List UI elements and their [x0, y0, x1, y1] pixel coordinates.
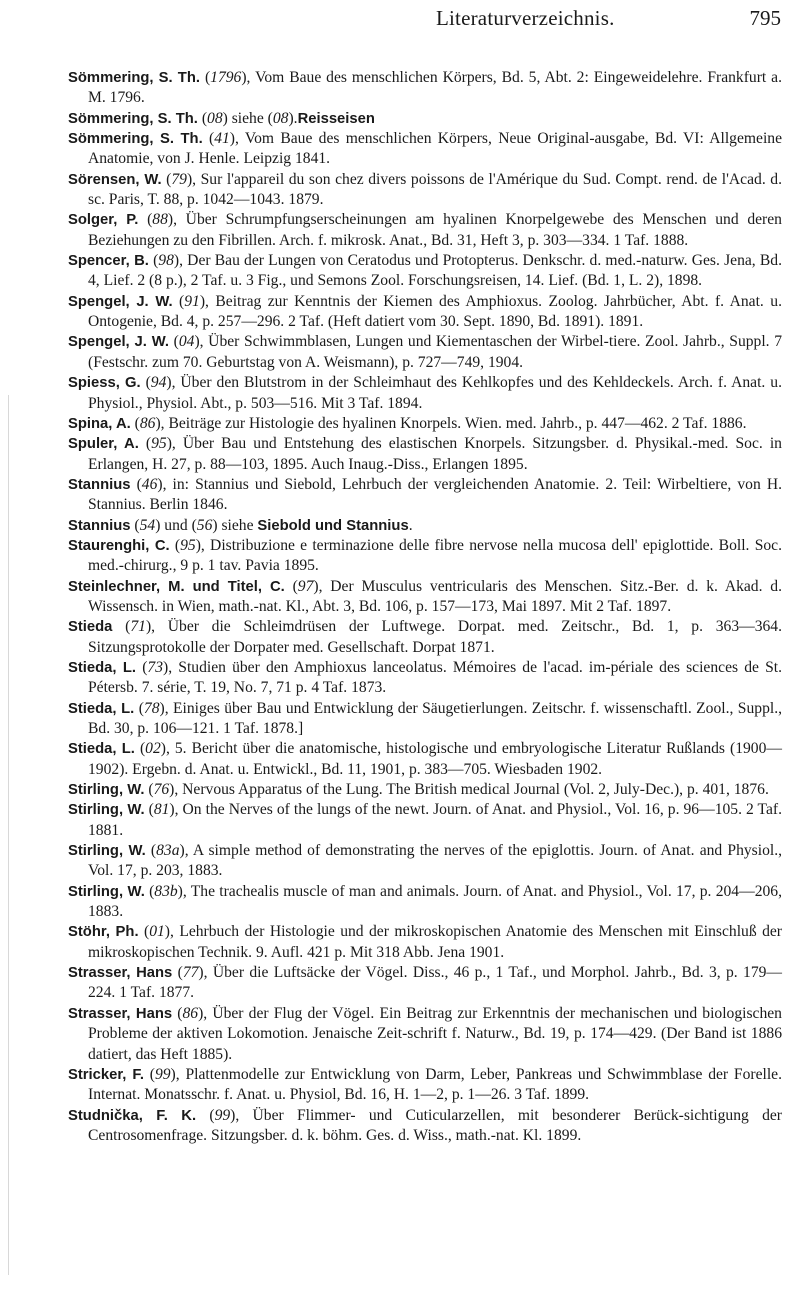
reference-crossref: Siebold und Stannius: [257, 517, 409, 534]
reference-author: Stannius: [68, 476, 131, 493]
reference-year: 83b: [154, 882, 178, 900]
reference-author: Sörensen, W.: [68, 171, 162, 188]
reference-text: .: [408, 516, 413, 534]
reference-author: Staurenghi, C.: [68, 537, 170, 554]
page-number: 795: [749, 6, 781, 30]
reference-year: 56: [196, 516, 213, 534]
reference-entry: Stirling, W. (83a), A simple method of demonstrating the nerves of the epiglottis. Journ. of Anat. and Physiol., Vol. 17, p. 203, 1883.: [68, 842, 782, 880]
reference-entry: Stöhr, Ph. (01), Lehrbuch der Histologie und der mikroskopischen Anatomie des Menschen mit Einschluß der mikroskopischen Technik. 9. Aufl. 421 p. Mit 318 Abb. Jena 1901.: [68, 923, 782, 961]
reference-year: 95: [151, 435, 167, 453]
reference-year: 04: [178, 333, 195, 351]
reference-entry: Strasser, Hans (77), Über die Luftsäcke der Vögel. Diss., 46 p., 1 Taf., und Morphol. Jahrb., Bd. 3, p. 179—224. 1 Taf. 1877.: [68, 964, 783, 1002]
reference-text: , Nervous Apparatus of the Lung. The British medical Journal (Vol. 2, July-Dec.), p. 401, 1876.: [174, 781, 769, 799]
reference-entry: Sömmering, S. Th. (08) siehe (08).Reisseisen: [68, 109, 375, 127]
reference-year: 41: [214, 130, 230, 148]
reference-author: Spencer, B.: [68, 253, 149, 270]
reference-author: Strasser, Hans: [68, 1005, 173, 1022]
reference-entry: Spengel, J. W. (04), Über Schwimmblasen, Lungen und Kiementaschen der Wirbel-tiere. Zool. Jahrb., Suppl. 7 (Festschr. zum 70. Geburtstag von A. Weismann), p. 727—749, 1904.: [68, 333, 782, 371]
reference-text: , Studien über den Amphioxus lanceolatus. Mémoires de l'acad. im-périale des sciences de St. Pétersb. 7. série, T. 19, No. 7, 71 p. 4 Taf. 1873.: [88, 658, 783, 697]
reference-entry: Spencer, B. (98), Der Bau der Lungen von Ceratodus und Protopterus. Denkschr. d. med.-naturw. Ges. Jena, Bd. 4, Lief. 2 (8 p.), 2 Taf. u. 3 Fig., und Semons Zool. Forschungsreisen, 14. Lief. (Bd. 1, L. 2), 1898.: [68, 252, 782, 290]
reference-entry: Stricker, F. (99), Plattenmodelle zur Entwicklung von Darm, Leber, Pankreas und Schwimmblase der Forelle. Internat. Monatsschr. f. Anat. u. Physiol, Bd. 16, H. 1—2, p. 1—26. 3 Taf. 1899.: [68, 1065, 782, 1104]
reference-author: Spuler, A.: [68, 436, 139, 453]
reference-author: Steinlechner, M. und Titel, C.: [68, 578, 285, 595]
reference-year: 01: [149, 923, 165, 941]
reference-author: Stirling, W.: [68, 782, 145, 799]
reference-entry: Strasser, Hans (86), Über der Flug der Vögel. Ein Beitrag zur Erkenntnis der mechanischen und biologischen Probleme der aktiven Lokomotion. Jenaische Zeit-schrift f. Naturw., Bd. 19, p. 174—429. (Der Band ist 1886 datiert, das Heft 1885).: [68, 1004, 782, 1063]
reference-author: Studnička, F. K.: [68, 1107, 197, 1124]
reference-text: , Einiges über Bau und Entwicklung der Säugetierlungen. Zeitschr. f. wissenschaftl. Zool., Suppl., Bd. 30, p. 106—121. 1 Taf. 1878.]: [88, 699, 782, 737]
reference-entry: Staurenghi, C. (95), Distribuzione e terminazione delle fibre nervose nella mucosa dell' epiglottide. Boll. Soc. med.-chirurg., 9 p. 1 tav. Pavia 1895.: [68, 536, 782, 575]
reference-year: 83a: [156, 842, 180, 860]
reference-text: , Über Schrumpfungserscheinungen am hyalinen Knorpelgewebe des Menschen und deren Beziehungen zu den Fibrillen. Arch. f. mikrosk. Anat., Bd. 31, Heft 3, p. 303—334. 1 Taf. 1888.: [88, 211, 782, 249]
reference-text: , The trachealis muscle of man and animals. Journ. of Anat. and Physiol., Vol. 17, p. 204—206, 1883.: [88, 882, 782, 921]
reference-year: 81: [153, 801, 170, 819]
reference-entry: Sömmering, S. Th. (1796), Vom Baue des menschlichen Körpers, Bd. 5, Abt. 2: Eingeweidelehre. Frankfurt a. M. 1796.: [68, 69, 783, 107]
reference-entry: Stieda, L. (73), Studien über den Amphioxus lanceolatus. Mémoires de l'acad. im-périale des sciences de St. Pétersb. 7. série, T. 19, No. 7, 71 p. 4 Taf. 1873.: [68, 658, 783, 697]
reference-entry: Stirling, W. (83b), The trachealis muscle of man and animals. Journ. of Anat. and Physiol., Vol. 17, p. 204—206, 1883.: [68, 882, 782, 921]
reference-author: Strasser, Hans: [68, 965, 173, 982]
reference-year: 91: [184, 292, 200, 310]
reference-text: , Beiträge zur Histologie des hyalinen Knorpels. Wien. med. Jahrb., p. 447—462. 2 Taf. 1886.: [160, 414, 747, 432]
reference-author: Spiess, G.: [68, 375, 141, 392]
reference-year: 79: [171, 170, 187, 188]
reference-text: , Über die Luftsäcke der Vögel. Diss., 46 p., 1 Taf., und Morphol. Jahrb., Bd. 3, p. 179—224. 1 Taf. 1877.: [88, 964, 783, 1002]
reference-year: 54: [139, 516, 156, 534]
running-title: Literaturverzeichnis.: [436, 6, 615, 30]
reference-year: 1796: [210, 69, 242, 86]
reference-text: , Vom Baue des menschlichen Körpers, Bd. 5, Abt. 2: Eingeweidelehre. Frankfurt a. M. 1796.: [88, 69, 783, 107]
reference-text: , Vom Baue des menschlichen Körpers, Neue Original-ausgabe, Bd. VI: Allgemeine Anatomie, von J. Henle. Leipzig 1841.: [88, 130, 783, 168]
reference-year: 86: [182, 1004, 199, 1022]
reference-text: , Der Bau der Lungen von Ceratodus und Protopterus. Denkschr. d. med.-naturw. Ges. Jena, Bd. 4, Lief. 2 (8 p.), 2 Taf. u. 3 Fig., und Semons Zool. Forschungsreisen, 14. Lief. (Bd. 1, L. 2), 1898.: [88, 252, 782, 290]
reference-text: siehe: [217, 516, 258, 534]
reference-entry: Stieda (71), Über die Schleimdrüsen der Luftwege. Dorpat. med. Zeitschr., Bd. 1, p. 363—364. Sitzungsprotokolle der Dorpater med. Gesellschaft. Dorpat 1871.: [68, 618, 782, 656]
reference-author: Spina, A.: [68, 415, 131, 432]
reference-author: Sömmering, S. Th.: [68, 70, 200, 86]
reference-author: Stricker, F.: [68, 1066, 144, 1083]
reference-text: , Plattenmodelle zur Entwicklung von Darm, Leber, Pankreas und Schwimmblase der Forelle. Internat. Monatsschr. f. Anat. u. Physiol, Bd. 16, H. 1—2, p. 1—26. 3 Taf. 1899.: [88, 1065, 782, 1104]
reference-year: 97: [297, 577, 314, 595]
reference-year: 86: [139, 414, 156, 432]
reference-text: , Über Bau und Entstehung des elastischen Knorpels. Sitzungsber. d. Physikal.-med. Soc. in Erlangen, H. 27, p. 88—103, 1895. Auch Inaug.-Diss., Erlangen 1895.: [88, 435, 782, 473]
reference-author: Spengel, J. W.: [68, 293, 173, 310]
reference-year: 76: [153, 781, 170, 799]
reference-entry: Sörensen, W. (79), Sur l'appareil du son chez divers poissons de l'Amérique du Sud. Compt. rend. de l'Acad. d. sc. Paris, T. 88, p. 1042—1043. 1879.: [68, 170, 782, 209]
reference-text: , Der Musculus ventricularis des Menschen. Sitz.-Ber. d. k. Akad. d. Wissensch. in Wien, math.-nat. Kl., Abt. 3, Bd. 106, p. 157—173, Mai 1897. Mit 2 Taf. 1897.: [88, 577, 782, 615]
reference-entry: Steinlechner, M. und Titel, C. (97), Der Musculus ventricularis des Menschen. Sitz.-Ber. d. k. Akad. d. Wissensch. in Wien, math.-nat. Kl., Abt. 3, Bd. 106, p. 157—173, Mai 1897. Mit 2 Taf. 1897.: [68, 577, 782, 615]
reference-list: [68, 68, 782, 1146]
reference-entry: Stirling, W. (81), On the Nerves of the lungs of the newt. Journ. of Anat. and Physiol., Vol. 16, p. 96—105. 2 Taf. 1881.: [68, 801, 782, 839]
reference-entry: Solger, P. (88), Über Schrumpfungserscheinungen am hyalinen Knorpelgewebe des Menschen und deren Beziehungen zu den Fibrillen. Arch. f. mikrosk. Anat., Bd. 31, Heft 3, p. 303—334. 1 Taf. 1888.: [68, 211, 782, 249]
reference-year: 46: [141, 475, 158, 493]
reference-text: , Über der Flug der Vögel. Ein Beitrag zur Erkenntnis der mechanischen und biologischen Probleme der aktiven Lokomotion. Jenaische Zeit-schrift f. Naturw., Bd. 19, p. 174—429. (Der Band ist 1886 datiert, das Heft 1885).: [88, 1004, 782, 1063]
reference-text: siehe: [227, 109, 268, 127]
reference-year: 02: [145, 740, 161, 758]
reference-entry: Stieda, L. (02), 5. Bericht über die anatomische, histologische und embryologische Literatur Rußlands (1900—1902). Ergebn. d. Anat. u. Entwickl., Bd. 11, 1901, p. 383—705. Wiesbaden 1902.: [68, 740, 782, 778]
reference-text: , Sur l'appareil du son chez divers poissons de l'Amérique du Sud. Compt. rend. de l'Acad. d. sc. Paris, T. 88, p. 1042—1043. 1879.: [88, 170, 782, 209]
reference-author: Stirling, W.: [68, 802, 145, 819]
reference-author: Stieda, L.: [68, 659, 137, 676]
reference-text: , Über den Blutstrom in der Schleimhaut des Kehlkopfes und des Kehldeckels. Arch. f. Anat. u. Physiol., Physiol. Abt., p. 503—516. Mit 3 Taf. 1894.: [88, 374, 782, 412]
reference-entry: Stirling, W. (76), Nervous Apparatus of the Lung. The British medical Journal (Vol. 2, July-Dec.), p. 401, 1876.: [68, 781, 769, 799]
reference-year: 98: [158, 252, 174, 270]
reference-entry: Spuler, A. (95), Über Bau und Entstehung des elastischen Knorpels. Sitzungsber. d. Physikal.-med. Soc. in Erlangen, H. 27, p. 88—103, 1895. Auch Inaug.-Diss., Erlangen 1895.: [68, 435, 782, 473]
reference-year: 99: [214, 1106, 231, 1124]
reference-author: Solger, P.: [68, 212, 139, 229]
reference-year: 08: [272, 109, 289, 127]
reference-entry: Stieda, L. (78), Einiges über Bau und Entwicklung der Säugetierlungen. Zeitschr. f. wissenschaftl. Zool., Suppl., Bd. 30, p. 106—121. 1 Taf. 1878.]: [68, 699, 782, 737]
reference-entry: Stannius (46), in: Stannius und Siebold, Lehrbuch der vergleichenden Anatomie. 2. Teil: Wirbeltiere, von H. Stannius. Berlin 1846.: [68, 475, 782, 514]
scan-margin-line: [8, 395, 9, 1275]
reference-entry: Spiess, G. (94), Über den Blutstrom in der Schleimhaut des Kehlkopfes und des Kehldeckels. Arch. f. Anat. u. Physiol., Physiol. Abt., p. 503—516. Mit 3 Taf. 1894.: [68, 374, 782, 412]
reference-entry: Stannius (54) und (56) siehe Siebold und Stannius.: [68, 516, 413, 534]
reference-text: , Distribuzione e terminazione delle fibre nervose nella mucosa dell' epiglottide. Boll. Soc. med.-chirurg., 9 p. 1 tav. Pavia 1895.: [88, 536, 782, 575]
reference-text: , Beitrag zur Kenntnis der Kiemen des Amphioxus. Zoolog. Jahrbücher, Abt. f. Anat. u. Ontogenie, Bd. 4, p. 257—296. 2 Taf. (Heft datiert vom 30. Sept. 1890, Bd. 1891). 1891.: [88, 292, 782, 331]
reference-entry: Spina, A. (86), Beiträge zur Histologie des hyalinen Knorpels. Wien. med. Jahrb., p. 447—462. 2 Taf. 1886.: [68, 414, 747, 432]
reference-text: , A simple method of demonstrating the nerves of the epiglottis. Journ. of Anat. and Physiol., Vol. 17, p. 203, 1883.: [88, 842, 782, 880]
reference-year: 78: [143, 699, 160, 717]
reference-entry: Spengel, J. W. (91), Beitrag zur Kenntnis der Kiemen des Amphioxus. Zoolog. Jahrbücher, Abt. f. Anat. u. Ontogenie, Bd. 4, p. 257—296. 2 Taf. (Heft datiert vom 30. Sept. 1890, Bd. 1891). 1891.: [68, 292, 782, 331]
reference-text: , Über Schwimmblasen, Lungen und Kiementaschen der Wirbel-tiere. Zool. Jahrb., Suppl. 7 (Festschr. zum 70. Geburtstag von A. Weismann), p. 727—749, 1904.: [88, 333, 782, 371]
reference-text: , On the Nerves of the lungs of the newt. Journ. of Anat. and Physiol., Vol. 16, p. 96—105. 2 Taf. 1881.: [88, 801, 782, 839]
reference-entry: Studnička, F. K. (99), Über Flimmer- und Cuticularzellen, mit besonderer Berück-sichtigung der Centrosomenfrage. Sitzungsber. d. k. böhm. Ges. d. Wiss., math.-nat. Kl. 1899.: [68, 1106, 782, 1144]
reference-year: 94: [150, 374, 167, 392]
reference-crossref: Reisseisen: [297, 110, 375, 127]
reference-author: Sömmering, S. Th.: [68, 110, 198, 127]
reference-author: Sömmering, S. Th.: [68, 131, 203, 148]
reference-author: Stieda, L.: [68, 741, 135, 758]
reference-author: Stöhr, Ph.: [68, 924, 139, 941]
reference-year: 71: [130, 618, 146, 636]
page-header: [0, 6, 801, 36]
reference-author: Stieda, L.: [68, 700, 135, 717]
reference-author: Spengel, J. W.: [68, 334, 169, 351]
reference-text: , Lehrbuch der Histologie und der mikroskopischen Anatomie des Menschen mit Einschluß der mikroskopischen Technik. 9. Aufl. 421 p. Mit 318 Abb. Jena 1901.: [88, 923, 782, 961]
reference-year: 95: [180, 536, 196, 554]
reference-text: , 5. Bericht über die anatomische, histologische und embryologische Literatur Rußlands (1900—1902). Ergebn. d. Anat. u. Entwickl., Bd. 11, 1901, p. 383—705. Wiesbaden 1902.: [88, 740, 782, 778]
reference-text: , Über die Schleimdrüsen der Luftwege. Dorpat. med. Zeitschr., Bd. 1, p. 363—364. Sitzungsprotokolle der Dorpater med. Gesellschaft. Dorpat 1871.: [88, 618, 782, 656]
reference-text: und: [160, 516, 192, 534]
reference-year: 88: [152, 211, 168, 229]
reference-text: , Über Flimmer- und Cuticularzellen, mit besonderer Berück-sichtigung der Centrosomenfrage. Sitzungsber. d. k. böhm. Ges. d. Wiss., math.-nat. Kl. 1899.: [88, 1106, 782, 1144]
reference-year: 73: [147, 658, 164, 676]
reference-author: Stirling, W.: [68, 883, 145, 900]
reference-text: , in: Stannius und Siebold, Lehrbuch der vergleichenden Anatomie. 2. Teil: Wirbeltiere, von H. Stannius. Berlin 1846.: [88, 475, 782, 514]
reference-author: Stirling, W.: [68, 843, 146, 860]
reference-text: .: [293, 109, 298, 127]
reference-entry: Sömmering, S. Th. (41), Vom Baue des menschlichen Körpers, Neue Original-ausgabe, Bd. VI: Allgemeine Anatomie, von J. Henle. Leipzig 1841.: [68, 130, 783, 168]
reference-author: Stannius: [68, 517, 131, 534]
reference-year: 08: [207, 109, 223, 127]
reference-year: 77: [182, 964, 199, 982]
reference-year: 99: [154, 1065, 171, 1083]
reference-author: Stieda: [68, 619, 113, 636]
